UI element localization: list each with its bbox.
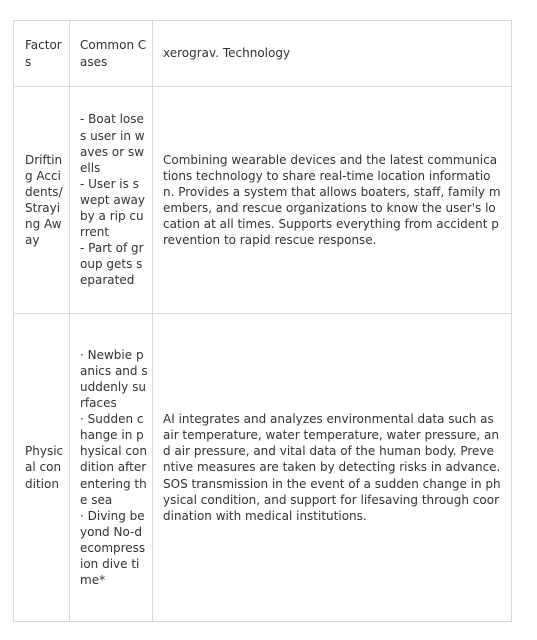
row-technology: Combining wearable devices and the latest communications technology to share real-time location information. Provides a system that allows boaters, staff, family members, and rescue organizations to know the user's location at all times. Supports everything from accident prevention to rapid rescue response. <box>153 87 512 314</box>
table-row <box>14 314 512 622</box>
table-header-row <box>14 21 512 87</box>
factors-table <box>13 20 512 622</box>
header-factors: Factors <box>14 21 70 87</box>
table-row <box>14 87 512 314</box>
row-factor: Drifting Accidents/Straying Away <box>14 87 70 314</box>
row-technology: AI integrates and analyzes environmental data such as air temperature, water temperature, water pressure, and air pressure, and vital data of the human body. Preventive measures are taken by detecting risks in advance. SOS transmission in the event of a sudden change in physical condition, and support for lifesaving through coordination with medical institutions. <box>153 314 512 622</box>
header-technology: xerograv. Technology <box>153 21 512 87</box>
row-cases: - Boat loses user in waves or swells - User is swept away by a rip current - Part of group gets separated <box>70 87 153 314</box>
row-factor: Physical condition <box>14 314 70 622</box>
header-common-cases: Common Cases <box>70 21 153 87</box>
row-cases: · Newbie panics and suddenly surfaces · Sudden change in physical condition after entering the sea · Diving beyond No-decompression dive time* <box>70 314 153 622</box>
